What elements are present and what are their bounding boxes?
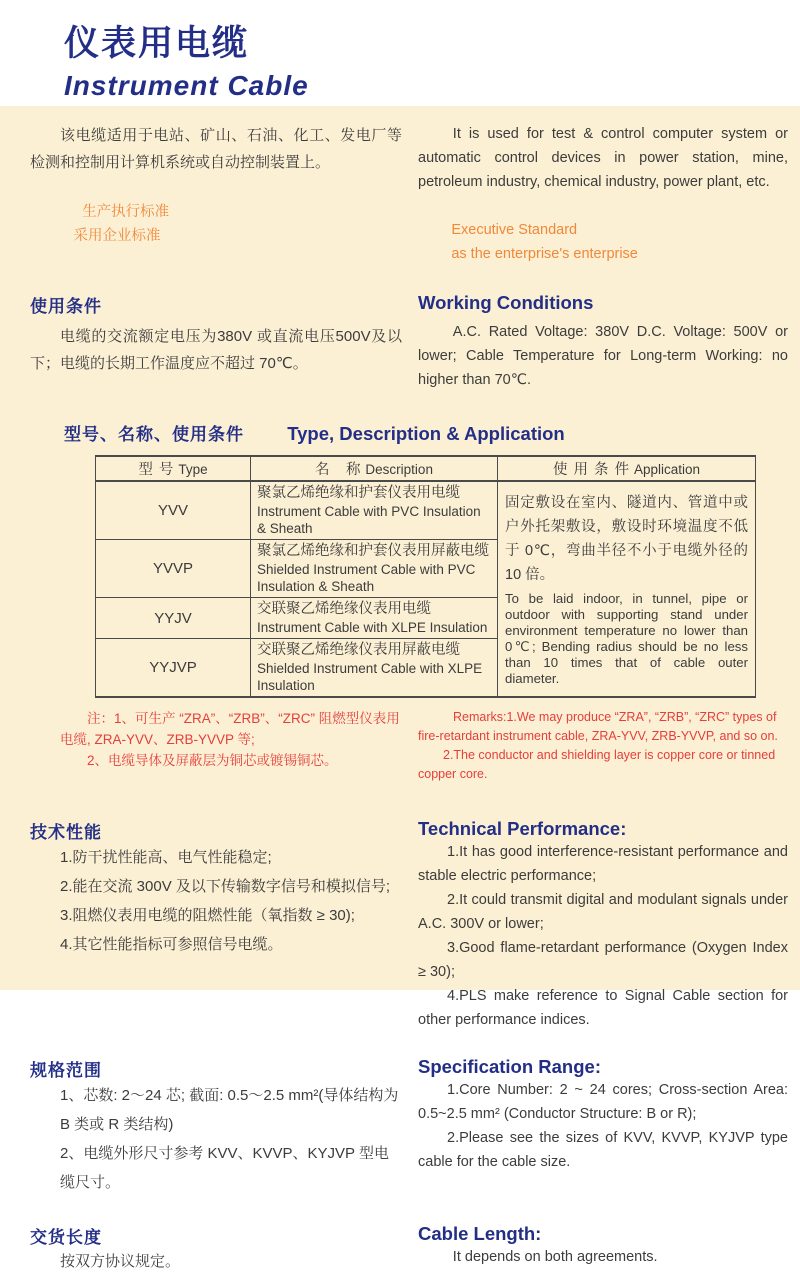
type-heading-cn: 型号、名称、使用条件 bbox=[64, 425, 244, 444]
technical-item-en: 4.PLS make reference to Signal Cable section for other performance indices. bbox=[418, 988, 788, 1028]
technical-item-en: 1.It has good interference-resistant performance and stable electric performance; bbox=[418, 844, 788, 884]
type-section-heading bbox=[30, 420, 788, 445]
cell-description bbox=[251, 598, 498, 639]
technical-en-column bbox=[418, 818, 788, 1032]
intro-paragraph-en: It is used for test & control computer system or automatic control devices in power station, mine, petroleum industry, chemical industry, power plant, etc. bbox=[418, 126, 788, 190]
intro-cn-column bbox=[30, 122, 402, 266]
cell-description-cn: 聚氯乙烯绝缘和护套仪表用屏蔽电缆 bbox=[257, 543, 489, 559]
technical-cn-column bbox=[30, 818, 402, 1032]
application-cn: 固定敷设在室内、隧道内、管道中或户外托架敷设，敷设时环境温度不低 于 0℃，弯曲半径不小于电缆外径的 10 倍。 bbox=[505, 495, 748, 583]
cable-length-section bbox=[30, 1223, 788, 1275]
technical-item-en: 3.Good flame-retardant performance (Oxygen Index ≥ 30); bbox=[418, 940, 788, 980]
cell-description-cn: 交联聚乙烯绝缘仪表用屏蔽电缆 bbox=[257, 642, 460, 658]
col-header-description-en: Description bbox=[365, 462, 433, 477]
standard-line-en-2: as the enterprise's enterprise bbox=[451, 246, 638, 262]
cell-description-en: Shielded Instrument Cable with XLPE Insulation bbox=[257, 661, 483, 693]
application-en: To be laid indoor, in tunnel, pipe or outdoor with supporting stand under environment temperature no lower than 0℃; Bending radius should be no less than 10 times that of cable outer diameter. bbox=[505, 591, 748, 686]
cell-type: YVV bbox=[96, 481, 251, 540]
standard-line-cn-2: 采用企业标准 bbox=[73, 228, 161, 244]
working-body-en: A.C. Rated Voltage: 380V D.C. Voltage: 500V or lower; Cable Temperature for Long-term Working: no higher than 70℃. bbox=[418, 324, 788, 388]
page-content bbox=[0, 106, 800, 1270]
working-body-cn: 电缆的交流额定电压为380V 或直流电压500V及以下；电缆的长期工作温度应不超过 70℃。 bbox=[30, 328, 402, 372]
type-heading-en: Type, Description & Application bbox=[287, 423, 565, 444]
note-cn-1: 注：1、可生产 “ZRA”、“ZRB”、“ZRC” 阻燃型仪表用电缆, ZRA-YVV、ZRB-YVVP 等; bbox=[60, 711, 400, 747]
notes-cn bbox=[30, 708, 402, 784]
cell-type: YYJV bbox=[96, 598, 251, 639]
technical-list-en bbox=[418, 840, 788, 1032]
specification-en-column bbox=[418, 1056, 788, 1197]
specification-item-cn: 2、电缆外形尺寸参考 KVV、KVVP、KYJVP 型电缆尺寸。 bbox=[60, 1145, 389, 1191]
notes-section bbox=[30, 708, 788, 784]
standards-cn bbox=[30, 200, 402, 248]
length-body-cn: 按双方协议规定。 bbox=[60, 1253, 181, 1270]
technical-item-cn: 4.其它性能指标可参照信号电缆。 bbox=[60, 936, 283, 953]
col-header-type-en: Type bbox=[178, 462, 208, 477]
cell-description-cn: 聚氯乙烯绝缘和护套仪表用电缆 bbox=[257, 485, 460, 501]
working-conditions-section bbox=[30, 292, 788, 392]
length-heading-en: Cable Length: bbox=[418, 1223, 542, 1244]
standards-en bbox=[418, 218, 788, 266]
cell-description bbox=[251, 540, 498, 598]
length-body-en: It depends on both agreements. bbox=[452, 1249, 658, 1265]
page-title-en: Instrument Cable bbox=[64, 70, 309, 101]
specification-item-en: 1.Core Number: 2 ~ 24 cores; Cross-section Area: 0.5~2.5 mm² (Conductor Structure: B or R); bbox=[418, 1082, 788, 1122]
cell-application bbox=[498, 481, 756, 697]
cell-description-en: Shielded Instrument Cable with PVC Insulation & Sheath bbox=[257, 562, 476, 594]
technical-item-en: 2.It could transmit digital and modulant signals under A.C. 300V or lower; bbox=[418, 892, 788, 932]
technical-list-cn bbox=[30, 843, 402, 959]
specification-item-cn: 1、芯数: 2～24 芯; 截面: 0.5～2.5 mm²(导体结构为 B 类或 R 类结构) bbox=[60, 1087, 399, 1133]
technical-section bbox=[30, 818, 788, 1032]
notes-en bbox=[418, 708, 788, 784]
cell-description bbox=[251, 639, 498, 698]
length-en-column bbox=[418, 1223, 788, 1275]
working-heading-en: Working Conditions bbox=[418, 292, 594, 313]
col-header-description-cn: 名 称 bbox=[315, 462, 362, 478]
col-header-description bbox=[251, 456, 498, 481]
technical-heading-en: Technical Performance: bbox=[418, 818, 627, 839]
col-header-application-en: Application bbox=[633, 462, 701, 477]
page-header bbox=[0, 0, 800, 106]
technical-heading-cn: 技术性能 bbox=[30, 823, 102, 842]
col-header-type-cn: 型 号 bbox=[138, 462, 175, 478]
page-title-cn: 仪表用电缆 bbox=[64, 24, 250, 63]
specification-list-en bbox=[418, 1078, 788, 1174]
working-cn-column bbox=[30, 292, 402, 392]
col-header-application-cn: 使 用 条 件 bbox=[552, 462, 631, 478]
col-header-type bbox=[96, 456, 251, 481]
type-table bbox=[95, 455, 756, 698]
note-cn-2: 2、电缆导体及屏蔽层为铜芯或镀锡铜芯。 bbox=[87, 753, 338, 768]
standard-line-en-1: Executive Standard bbox=[451, 222, 578, 238]
col-header-application bbox=[498, 456, 756, 481]
working-en-column bbox=[418, 292, 788, 392]
length-cn-column bbox=[30, 1223, 402, 1275]
specification-item-en: 2.Please see the sizes of KVV, KVVP, KYJVP type cable for the cable size. bbox=[418, 1130, 788, 1170]
table-row bbox=[96, 481, 756, 540]
technical-item-cn: 1.防干扰性能高、电气性能稳定; bbox=[60, 849, 272, 866]
standard-line-cn-1: 生产执行标准 bbox=[82, 204, 170, 220]
specification-heading-en: Specification Range: bbox=[418, 1056, 601, 1077]
cell-type: YYJVP bbox=[96, 639, 251, 698]
specification-heading-cn: 规格范围 bbox=[30, 1061, 102, 1080]
table-header-row bbox=[96, 456, 756, 481]
intro-en-column bbox=[418, 122, 788, 266]
cell-description-cn: 交联聚乙烯绝缘仪表用电缆 bbox=[257, 601, 431, 617]
technical-item-cn: 3.阻燃仪表用电缆的阻燃性能（氧指数 ≥ 30); bbox=[60, 907, 355, 924]
intro-paragraph-cn: 该电缆适用于电站、矿山、石油、化工、发电厂等检测和控制用计算机系统或自动控制装置上。 bbox=[30, 127, 402, 171]
cell-description bbox=[251, 481, 498, 540]
intro-section bbox=[30, 122, 788, 266]
cell-description-en: Instrument Cable with XLPE Insulation bbox=[257, 620, 488, 635]
specification-cn-column bbox=[30, 1056, 402, 1197]
specification-list-cn bbox=[30, 1081, 402, 1197]
note-en-1: Remarks:1.We may produce “ZRA”, “ZRB”, “ZRC” types of fire-retardant instrument cable, ZRA-YVV, ZRB-YVVP, and so on. bbox=[418, 710, 778, 743]
note-en-2: 2.The conductor and shielding layer is copper core or tinned copper core. bbox=[418, 748, 776, 781]
cell-description-en: Instrument Cable with PVC Insulation & Sheath bbox=[257, 504, 481, 536]
length-heading-cn: 交货长度 bbox=[30, 1228, 102, 1247]
specification-section bbox=[30, 1056, 788, 1197]
technical-item-cn: 2.能在交流 300V 及以下传输数字信号和模拟信号; bbox=[60, 878, 391, 895]
cell-type: YVVP bbox=[96, 540, 251, 598]
working-heading-cn: 使用条件 bbox=[30, 297, 102, 316]
